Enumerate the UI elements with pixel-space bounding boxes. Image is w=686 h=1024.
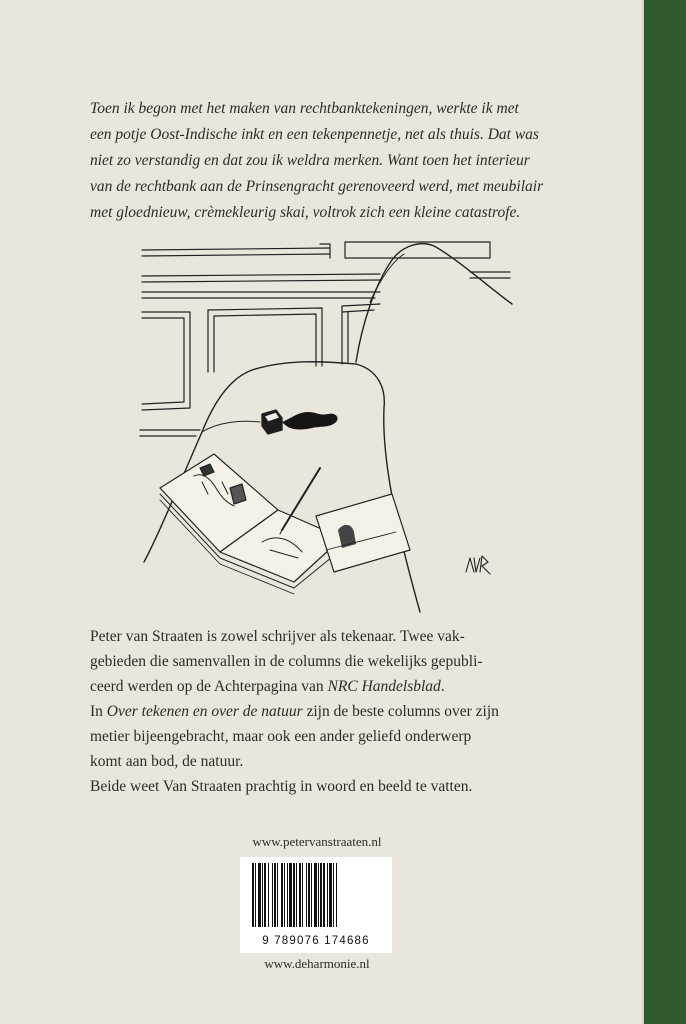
isbn-number: 9 789076 174686 (262, 935, 370, 947)
quote-line: niet zo verstandig en dat zou ik weldra merken. Want toen het interieur (90, 152, 530, 169)
description-line: Beide weet Van Straaten prachtig in woord en beeld te vatten. (90, 778, 473, 795)
quote-line: met gloednieuw, crèmekleurig skai, voltrok zich een kleine catastrofe. (90, 204, 521, 221)
description-text: zijn de beste columns over zijn (302, 703, 499, 720)
description-line: komt aan bod, de natuur. (90, 753, 244, 770)
description-text: ceerd werden op de Achterpagina van (90, 678, 328, 695)
courtroom-chair-illustration (130, 232, 530, 622)
chair-back (356, 244, 512, 362)
quote-line: van de rechtbank aan de Prinsengracht gerenoveerd werd, met meubilair (90, 178, 544, 195)
book-description (90, 624, 570, 799)
ink-spill (282, 412, 338, 430)
artist-signature (466, 556, 490, 574)
green-spine (644, 0, 686, 1024)
excerpt-quote (90, 96, 560, 226)
description-line (90, 699, 570, 724)
description-line (90, 674, 570, 699)
wall-panelling (140, 242, 510, 436)
description-line: Peter van Straaten is zowel schrijver als tekenaar. Twee vak- (90, 628, 465, 645)
quote-line: een potje Oost-Indische inkt en een tekenpennetje, net als thuis. Dat was (90, 126, 539, 143)
isbn-barcode (240, 857, 392, 953)
quote-line: Toen ik begon met het maken van rechtbanktekeningen, werkte ik met (90, 100, 519, 117)
publisher-website[interactable]: www.deharmonie.nl (264, 956, 370, 971)
description-line: gebieden die samenvallen in de columns die wekelijks gepubli- (90, 653, 483, 670)
description-text: . (440, 678, 445, 695)
newspaper-title: NRC Handelsblad (327, 678, 441, 695)
ink-pot (262, 410, 282, 434)
barcode-bars (246, 863, 386, 933)
book-title: Over tekenen en over de natuur (106, 703, 303, 720)
loose-sketch-sheet (316, 494, 410, 572)
description-line: metier bijeengebracht, maar ook een ander geliefd onderwerp (90, 728, 472, 745)
description-text: In (90, 703, 107, 720)
author-website[interactable]: www.petervanstraaten.nl (252, 834, 382, 849)
